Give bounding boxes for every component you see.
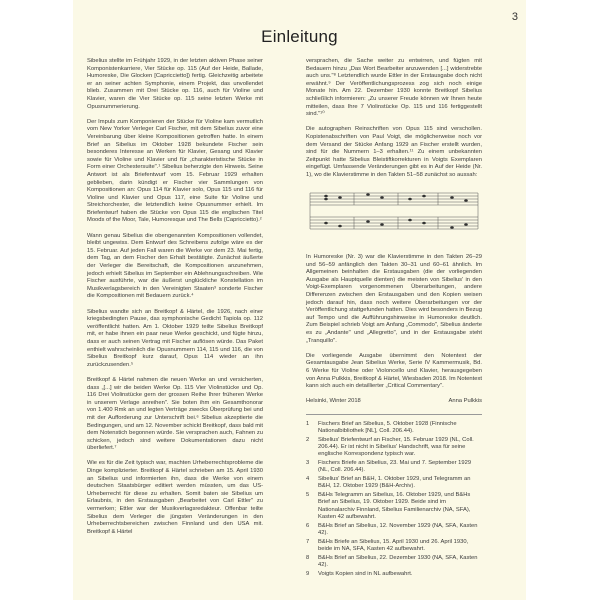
paragraph: Wie es für die Zeit typisch war, machten Urheberrechtsprobleme die Dinge komplizierter. Breitkopf & Härtel schrieben am 15. April 1930 an Sibelius und informierten ihn, dass die Werke von einem deutschen Staatsbürger editiert werden müssten, um das US-Urheberrecht für diese zu erhalten. Somit baten sie Sibelius um Erlaubnis, in den Erstausgaben „Bearbeitet von Carl Ettler" zu vermerken; Ettler war der Musikverlagsredakteur. Offenbar teilte Sibelius dem Verleger die jüngsten Veränderungen in den Urheberrechtsbereichen zwischen Finnland und den USA mit. Breitkopf & Härtel (87, 460, 263, 535)
footnote-number: 8 (306, 554, 310, 561)
footnote-text: Sibelius' Brief an B&H, 1. Oktober 1929, und Telegramm an B&H, 12. Oktober 1929 (B&H-Archiv). (318, 476, 471, 490)
paragraph: In Humoreske (Nr. 3) war die Klavierstimme in den Takten 26–29 und 56–59 anfänglich den Takten 30–31 und 60–61 ähnlich. Im Allgemeinen beinhalten die Erstausgaben (die der vorliegenden Ausgabe als Hauptquelle dienten) die meisten von Sibelius' in den Voigt-Exemplaren vorgenommenen Überarbeitungen, andere Differenzen zwischen den Erstausgaben und den Kopien weisen jedoch darauf hin, dass noch weitere Überarbeitungen vor der Veröffentlichung stattgefunden hatten. Dies wird besonders in Bezug auf Tempo und die Aufführungshinweise in Humoreske deutlich. Zum Beispiel schrieb Voigt am Anfang „Commodo", Sibelius änderte es zu „Andante" und „Allegretto", und in der Erstausgabe steht „Tranquillo". (306, 254, 482, 344)
footnote (306, 492, 482, 521)
footnote-text: Fischers Briefe an Sibelius, 23. Mai und 7. September 1929 (NL, Coll. 206.44). (318, 460, 472, 474)
footnote (306, 539, 482, 553)
footnote (306, 460, 482, 474)
footnote-number: 7 (306, 538, 310, 545)
page-number: 3 (511, 11, 518, 23)
footnote-text: B&Hs Telegramm an Sibelius, 16. Oktober 1929, und B&Hs Brief an Sibelius, 19. Oktober 1929. Beide sind im Nationalarchiv Finnland, Sibelius Familienarchiv (NA, SFA), Kasten 42 aufbewahrt. (318, 492, 471, 520)
footnote (306, 421, 482, 435)
right-column (306, 58, 482, 579)
page-title: Einleitung (261, 27, 338, 46)
footnote-text: B&Hs Brief an Sibelius, 12. November 1929 (NA, SFA, Kasten 42). (318, 522, 478, 536)
paragraph: Wann genau Sibelius die obengenannten Kompositionen vollendet, bleibt ungewiss. Dem Entwurf des Schreibens zufolge wäre es der 15. Februar. Auf jeden Fall waren die Werke vor dem 23. Mai fertig, dem Tag, an dem Fischer den Erhalt bestätigte. Zunächst äußerte der Verleger die Bereitschaft, die Kompositionen anzunehmen, jedoch erhielt Sibelius im September ein Ablehnungsschreiben. Wie Fischer ausführte, war die äußerst unglückliche Konstellation im Musikverlagsbereich in den Vereinigten Staaten³ sonderte Fischer die Kompositionen mit Bedauern zurück.⁴ (87, 232, 263, 300)
footnote-number: 3 (306, 460, 310, 467)
footnote-number: 1 (306, 420, 310, 427)
left-column (87, 58, 263, 544)
footnote (306, 571, 482, 578)
footnote (306, 437, 482, 459)
signature-author: Anna Pulkkis (448, 398, 482, 405)
footnote-text: Sibelius' Briefentwurf an Fischer, 15. Februar 1929 (NL, Coll. 206.44). Er ist nicht in Sibelius' Handschrift, was für seine englische Korrespondenz typisch war. (318, 436, 474, 458)
paragraph: Sibelius stellte im Frühjahr 1929, in der letzten aktiven Phase seiner Komponistenkarriere, Vier Stücke op. 115 (Auf der Heide, Ballade, Humoreske, Die Glocken [Capriccietto]) fertig. Gleichzeitig arbeitete er an seiner achten Symphonie, einem Projekt, das unvollendet blieb. Zusammen mit Drei Stücke op. 116, auch für Violine und Klavier, waren die Vier Stücke op. 115 seine letzten Werke mit Opusnummerierung. (87, 58, 263, 110)
footnote-text: Voigts Kopien sind in NL aufbewahrt. (318, 570, 413, 577)
footnote-number: 5 (306, 492, 310, 499)
paragraph: Sibelius wandte sich an Breitkopf & Härtel, die 1926, nach einer kriegsbedingten Pause, das symphonische Gedicht Tapiola op. 112 veröffentlicht hatten. Am 1. Oktober 1929 teilte Sibelius Breitkopf mit, er habe ihnen ein paar neue Werke geschickt, und fügte hinzu, dass er auch seinen Vertrag mit Fischer auflösen würde. Das Paket enthielt wahrscheinlich die Opusnummern 114, 115 und 116, die von Sibelius Breitkopf kurz darauf, Opus 114 wieder an ihn zurückzusenden.⁵ (87, 308, 263, 368)
footnote-text: B&Hs Brief an Sibelius, 22. Dezember 1930 (NA, SFA, Kasten 42). (318, 554, 478, 568)
footnote-text: B&Hs Briefe an Sibelius, 15. April 1930 und 26. April 1930, beide im NA, SFA, Kasten 42 aufbewahrt. (318, 538, 469, 552)
signature-place-date: Helsinki, Winter 2018 (306, 398, 361, 405)
paragraph: Die autographen Reinschriften von Opus 115 sind verschollen. Kopistenabschriften von Paul Voigt, die möglicherweise noch vor dem Versand der Stücke Anfang 1929 an Fischer erstellt wurden, sind für die Nummern 1–3 erhalten.¹¹ Zu einem unbekannten Zeitpunkt hatte Sibelius Bleistiftkorrekturen in Voigts Exemplaren eingefügt. Umfassende Veränderungen gibt es in Auf der Heide (Nr. 1), wo die Klavierstimme in den Takten 51–58 zunächst so aussah: (306, 126, 482, 178)
footnote-number: 9 (306, 570, 310, 577)
paragraph: versprachen, die Sache weiter zu entwirren, und fügten mit Bedauern hinzu „Das Wort Bearbeiter anzuwenden [...] widerstrebte auch uns."⁸ Letztendlich wurde Ettler in der Erstausgabe doch nicht erwähnt.⁹ Der Veröffentlichungsprozess zog sich noch einige Monate hin. Am 22. Dezember 1930 konnte Breitkopf Sibelius schließlich informieren: „Zu unserer Freude können wir Ihnen heute mitteilen, dass Ihre 7 Violinstücke Op. 115 und 116 fertiggestellt sind."¹⁰ (306, 58, 482, 118)
footnote (306, 523, 482, 537)
footnote-number: 2 (306, 436, 310, 443)
footnote-number: 4 (306, 476, 310, 483)
footnotes (306, 421, 482, 578)
footnote (306, 476, 482, 490)
footnote-number: 6 (306, 522, 310, 529)
signature-line (306, 398, 482, 406)
paragraph: Breitkopf & Härtel nahmen die neuen Werke an und versicherten, dass „[...] wir die beiden Werke Op. 115 Vier Violinstücke und Op. 116 Drei Violinstücke gern der grossen Reihe Ihrer früheren Werke in unserem Verlage anreihen". Sie boten ihm ein Gesamthonorar von 1.400 Rmk an und legten Verträge zwecks Überprüfung bei und mit der Aufforderung zur Unterschrift bei.⁶ Sibelius akzeptierte die Bedingungen, und am 12. November schickt Breitkopf, dass bald mit dem Notenstich begonnen würde. Sie versprachen auch, Fahnen zu schicken, jedoch sind weitere Dokumentationen dazu nicht überliefert.⁷ (87, 376, 263, 452)
footnote-text: Fischers Brief an Sibelius, 5. Oktober 1928 (Finnische Nationalbibliothek [NL], Coll. 206.44). (318, 420, 457, 435)
paragraph: Die vorliegende Ausgabe übernimmt den Notentext der Gesamtausgabe Jean Sibelius Werke, Serie IV Kammermusik, Bd. 6 Werke für Violine oder Violoncello und Klavier, herausgegeben von Anna Pulkkis, Breitkopf & Härtel, Wiesbaden 2018. Im Notentext kann sich auch ein detaillierter „Critical Commentary". (306, 352, 482, 390)
footnote-divider (306, 414, 482, 415)
page (73, 0, 526, 600)
music-example (306, 187, 482, 247)
footnote (306, 555, 482, 569)
paragraph: Der Impuls zum Komponieren der Stücke für Violine kam vermutlich vom New Yorker Verleger Carl Fischer, mit dem Sibelius zuvor eine Vereinbarung über kleine Kompositionen getroffen hatte. In einem Brief an Sibelius im Oktober 1928 bekundete Fischer sein besonderes Interesse an Werken für Klavier, Gesang und Klavier sowie für Violine und Klavier und für „charakteristische Stücke in Form einer Orchestersuite".¹ Sibelius beherzigte den Hinweis. Seine Antwort ist als Briefentwurf vom 15. Februar 1929 erhalten geblieben, darin kündigt er Fischer vier Sammlungen von Kompositionen an: Opus 114 für Klavier solo, Opus 115 und 116 für Violine und Klavier und Opus 117, eine Suite für Violine und Streichorchester, die letztendlich keine Opusnummer erhielt. Im Briefentwurf haben die Stücke von Opus 115 die englischen Titel Moods of the Moor, Tale, Humoresque und The Bells (Capriccietto).² (87, 118, 263, 224)
